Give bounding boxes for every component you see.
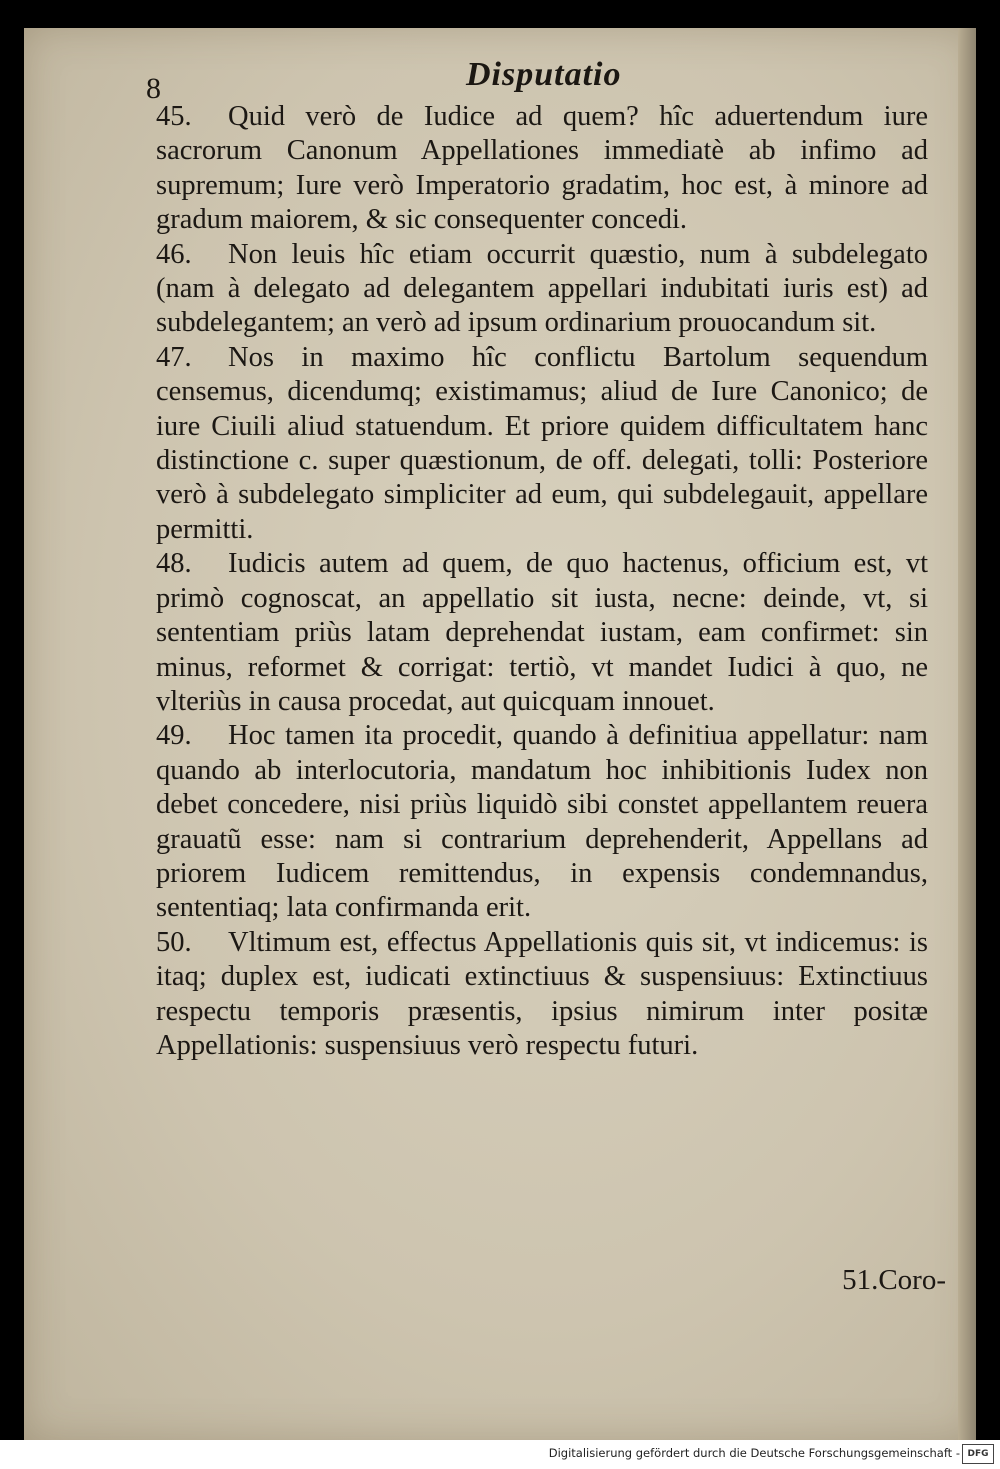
dfg-logo: DFG bbox=[962, 1444, 994, 1464]
paragraph-50 bbox=[156, 926, 928, 1064]
paragraph-text: Non leuis hîc etiam occurrit quæstio, num à subdelegato (nam à delegato ad delegantem appellari indubitati iuris est) ad subdelegantem; an verò ad ipsum ordinarium prouocandum sit. bbox=[156, 238, 928, 339]
paragraph-47 bbox=[156, 341, 928, 547]
paragraph-text: Vltimum est, effectus Appellationis quis sit, vt indicemus: is itaq; duplex est, iudicati extinctiuus & suspensiuus: Extinctiuus respectu temporis præsentis, ipsius nimirum inter positæ Appellationis: suspensiuus verò respectu futuri. bbox=[156, 926, 928, 1061]
page-header bbox=[146, 56, 926, 105]
paragraph-text: Quid verò de Iudice ad quem? hîc aduertendum iure sacrorum Canonum Appellationes immediatè ab infimo ad supremum; Iure verò Imperatorio gradatim, hoc est, à minore ad gradum maiorem, & sic consequenter concedi. bbox=[156, 101, 928, 236]
page-number: 8 bbox=[146, 72, 161, 105]
paragraph-46 bbox=[156, 238, 928, 341]
footer-credit: Digitalisierung gefördert durch die Deutsche Forschungsgemeinschaft - bbox=[548, 1446, 960, 1460]
paragraph-45 bbox=[156, 100, 928, 238]
paragraph-number: 49. bbox=[156, 720, 192, 752]
paragraph-text: Hoc tamen ita procedit, quando à definitiua appellatur: nam quando ab interlocutoria, mandatum hoc inhibitionis Iudex non debet concedere, nisi priùs liquidò sibi constet appellantem reuera grauatũ esse: nam si contrarium deprehenderit, Appellans ad priorem Iudicem remittendus, in expensis condemnandus, sententiaq; lata confirmanda erit. bbox=[156, 720, 928, 924]
catchword: 51.Coro- bbox=[842, 1264, 946, 1296]
paragraph-number: 50. bbox=[156, 926, 192, 958]
body-text bbox=[156, 100, 928, 1063]
footer-strip bbox=[0, 1440, 1000, 1469]
paragraph-text: Iudicis autem ad quem, de quo hactenus, officium est, vt primò cognoscat, an appellatio sit iusta, necne: deinde, vt, si sententiam priùs latam deprehendat iustam, eam confirmet: sin minus, reformet & corrigat: tertiò, vt mandet Iudici à quo, ne vlteriùs in causa procedat, aut quicquam innouet. bbox=[156, 548, 928, 717]
paragraph-number: 45. bbox=[156, 101, 192, 132]
paragraph-number: 47. bbox=[156, 341, 192, 373]
paragraph-48 bbox=[156, 547, 928, 719]
paragraph-number: 46. bbox=[156, 238, 192, 270]
paragraph-49 bbox=[156, 719, 928, 925]
page-edge bbox=[958, 28, 976, 1440]
running-title: Disputatio bbox=[466, 56, 622, 93]
paragraph-number: 48. bbox=[156, 548, 192, 580]
paragraph-text: Nos in maximo hîc conflictu Bartolum sequendum censemus, dicendumq; existimamus; aliud de Iure Canonico; de iure Ciuili aliud statuendum. Et priore quidem difficultatem hanc distinctione c. super quæstionum, de off. delegati, tolli: Posteriore verò à subdelegato simpliciter ad eum, qui subdelegauit, appellare permitti. bbox=[156, 341, 928, 545]
